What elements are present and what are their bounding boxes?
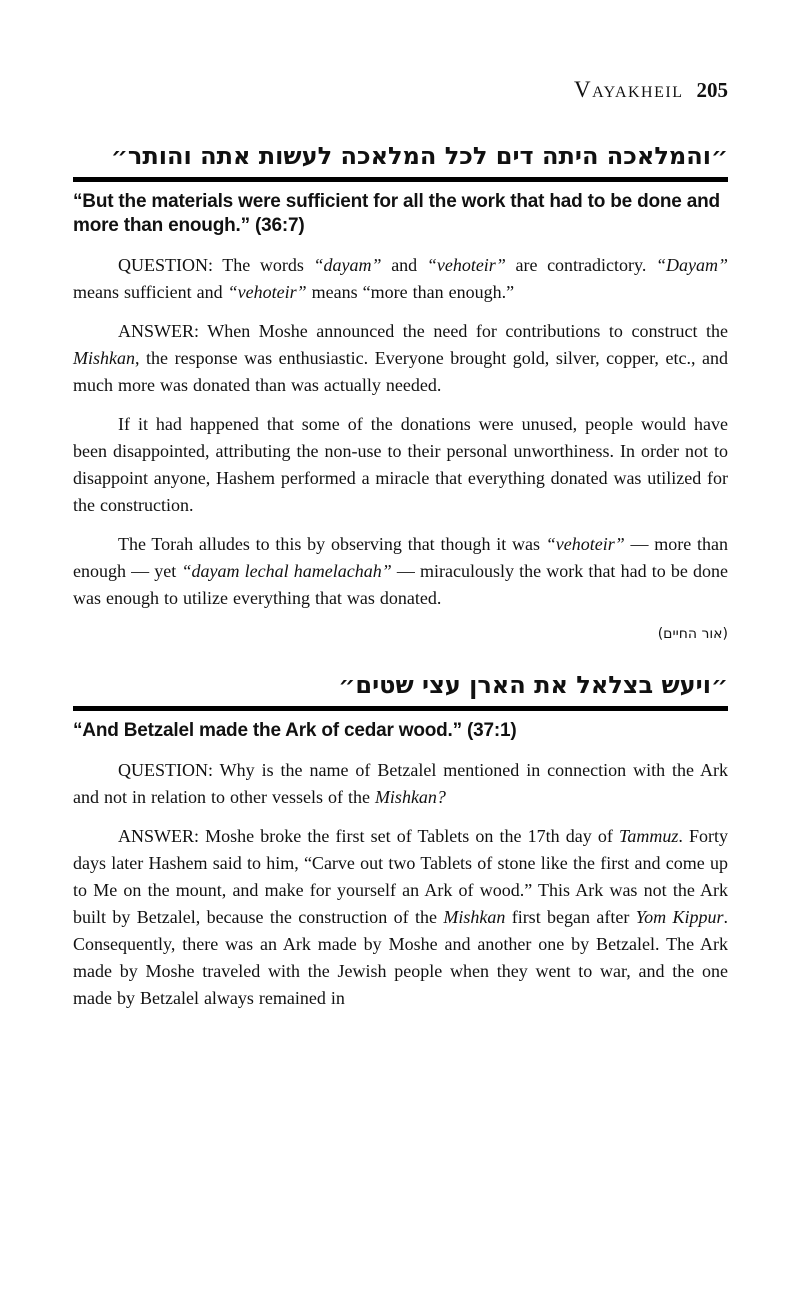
text-run: ANSWER: Moshe broke the first set of Tablets on the 17th day of — [118, 825, 619, 846]
body-paragraph — [73, 531, 728, 612]
italic-term: “dayam lechal hamelachah” — [181, 560, 392, 581]
hebrew-verse-heading: ״ויעש בצלאל את הארן עצי שטים״ — [338, 670, 728, 699]
running-head: Vayakheil — [573, 77, 684, 102]
text-run: and — [381, 254, 427, 275]
text-run: ANSWER: When Moshe announced the need for contributions to construct the — [118, 320, 728, 341]
body-paragraph — [73, 757, 728, 811]
page-content — [73, 141, 728, 1012]
verse-translation-heading: “And Betzalel made the Ark of cedar wood.” (37:1) — [73, 719, 517, 741]
italic-term: Tammuz — [618, 825, 679, 846]
text-run: , the response was enthusiastic. Everyone brought gold, silver, copper, etc., and much more was donated than was actually needed. — [73, 347, 728, 395]
text-run: If it had happened that some of the donations were unused, people would have been disappointed, attributing the non-use to their personal unworthiness. In order not to disappoint anyone, Hashem performed a miracle that everything donated was utilized for the construction. — [73, 413, 728, 515]
italic-term: “dayam” — [313, 254, 382, 275]
body-paragraph — [73, 318, 728, 399]
text-run: . Consequently, there was an Ark made by Moshe and another one by Betzalel. The Ark made by Moshe traveled with the Jewish people when they went to war, and the one made by Betzalel always remained in — [73, 906, 728, 1008]
italic-term: “vehoteir” — [227, 281, 307, 302]
body-paragraph — [73, 411, 728, 519]
body-paragraph — [73, 823, 728, 1012]
text-run: first began after — [505, 906, 636, 927]
verse-translation-heading: “But the materials were sufficient for all the work that had to be done and more than enough.” (36:7) — [73, 191, 720, 236]
italic-term: Mishkan? — [374, 786, 446, 807]
body-paragraph — [73, 252, 728, 306]
text-run: means sufficient and — [73, 281, 228, 302]
text-run: The Torah alludes to this by observing that though it was — [118, 533, 546, 554]
italic-term: Yom Kippur — [635, 906, 724, 927]
text-run: — miraculously the work that had to be done was enough to utilize everything that was donated. — [73, 560, 728, 608]
text-run: means “more than enough.” — [306, 281, 515, 302]
text-run: QUESTION: Why is the name of Betzalel mentioned in connection with the Ark and not in relation to other vessels of the — [73, 759, 728, 807]
page-header — [73, 78, 728, 104]
text-run: are contradictory. — [505, 254, 656, 275]
text-run: QUESTION: The words — [118, 254, 314, 275]
page-number: 205 — [696, 78, 728, 102]
hebrew-verse-heading: ״והמלאכה היתה דים לכל המלאכה לעשות אתה והותר״ — [110, 142, 728, 170]
text-run: — more than enough — yet — [73, 533, 728, 581]
italic-term: Mishkan — [443, 906, 506, 927]
section-divider-rule — [73, 177, 728, 182]
section-divider-rule — [73, 706, 728, 711]
text-run: . Forty days later Hashem said to him, “Carve out two Tablets of stone like the first and come up to Me on the mount, and make for yourself an Ark of wood.” This Ark was not the Ark built by Betzalel, because the construction of the — [73, 825, 728, 927]
commentary-section — [73, 670, 728, 1012]
commentary-section — [73, 141, 728, 644]
italic-term: “vehoteir” — [545, 533, 625, 554]
italic-term: “vehoteir” — [426, 254, 506, 275]
italic-term: Mishkan — [73, 347, 135, 368]
source-citation: (אור החיים) — [657, 625, 728, 642]
italic-term: “Dayam” — [655, 254, 728, 275]
